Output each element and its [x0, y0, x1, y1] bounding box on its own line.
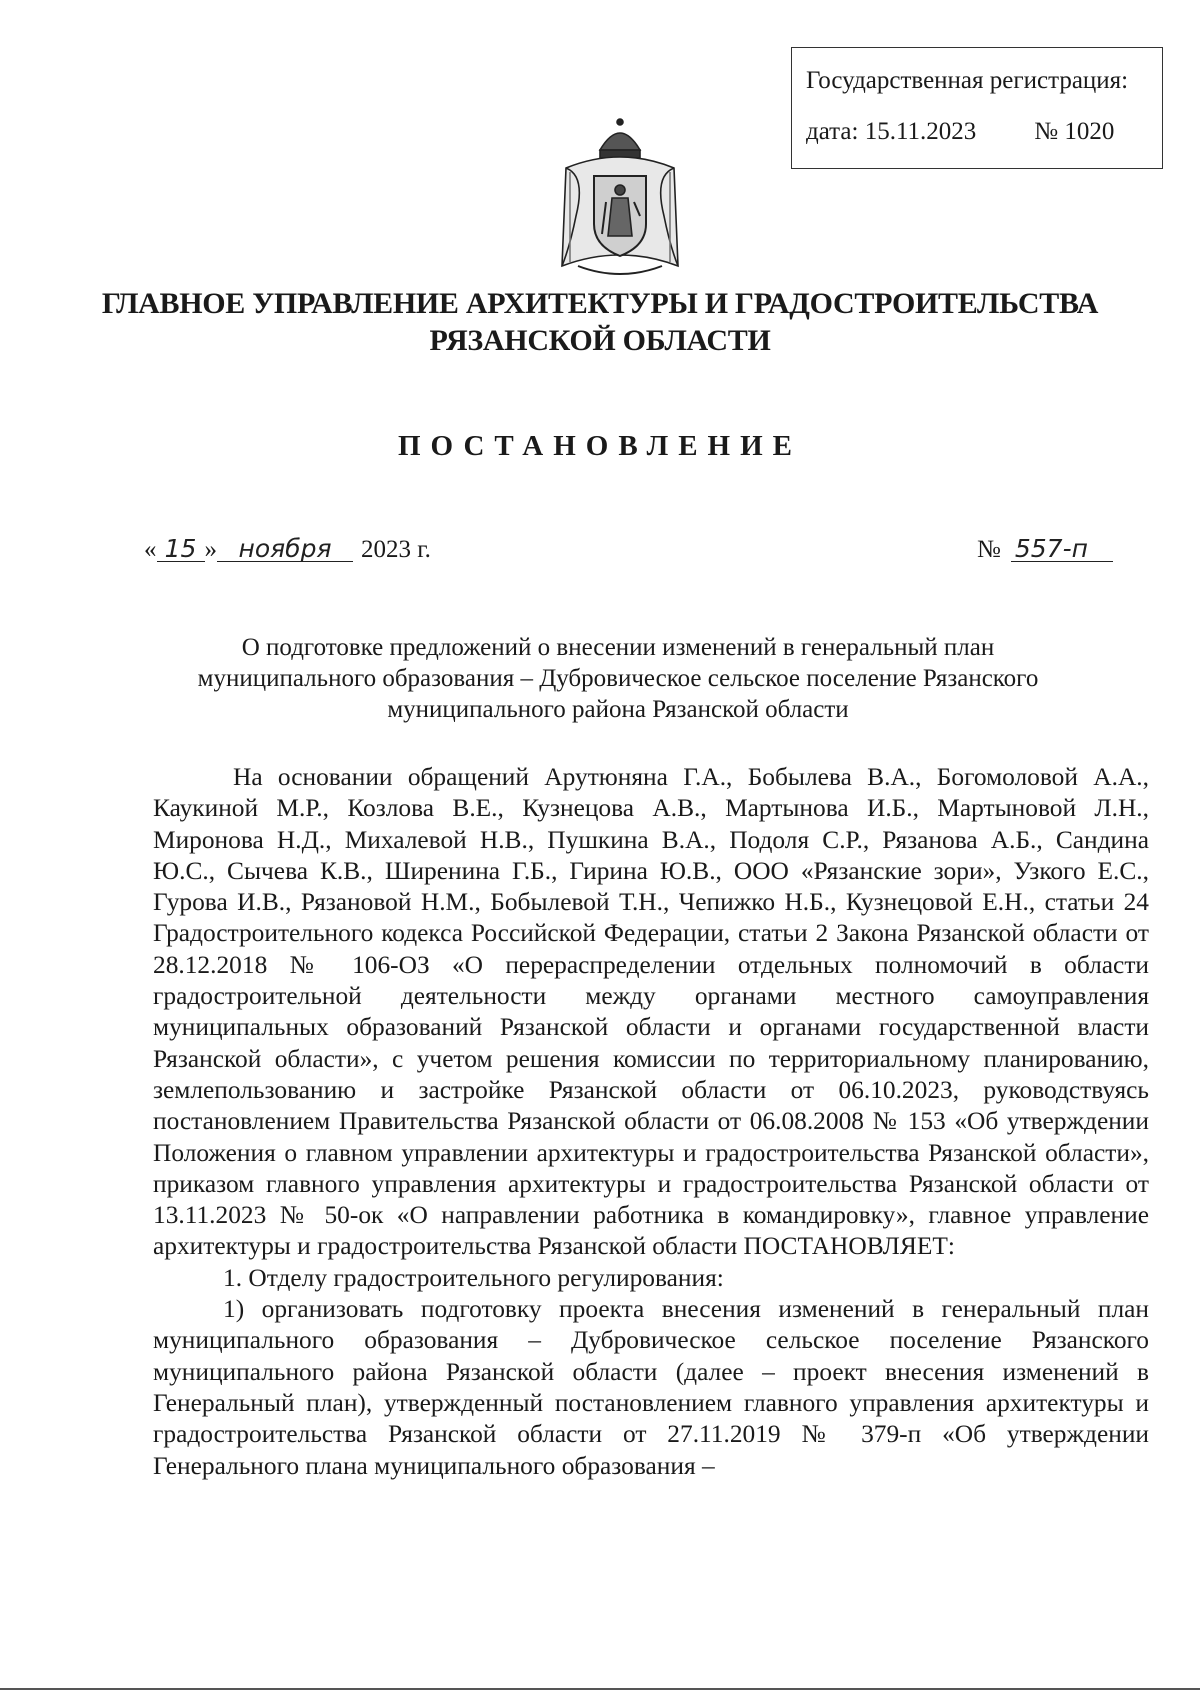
date-day-handwritten: 15 [157, 536, 205, 562]
document-subject [150, 632, 1086, 725]
registration-number: № 1020 [1034, 118, 1115, 145]
item-1: 1. Отделу градостроительного регулирования: [223, 1263, 724, 1292]
date-year: 2023 г. [361, 536, 431, 563]
registration-stamp [791, 47, 1163, 169]
date-month-handwritten: ноября [217, 536, 353, 562]
registration-details [806, 119, 1162, 144]
registration-title: Государственная регистрация: [806, 67, 1129, 94]
document-date [144, 536, 431, 562]
date-close-quote: » [204, 536, 217, 563]
item-1-subitem-1: 1) организовать подготовку проекта внесения изменений в генеральный план муниципального образования – Дубровическое сельское поселение Рязанского муниципального района Рязанской области (далее – проект внесения изменений в Генеральный план), утвержденный постановлением главного управления архитектуры и градостроительства Рязанской области от 27.11.2019 № 379-п «Об утверждении Генерального плана муниципального образования – [153, 1295, 1149, 1480]
organization-name-line1: ГЛАВНОЕ УПРАВЛЕНИЕ АРХИТЕКТУРЫ И ГРАДОСТРОИТЕЛЬСТВА [101, 287, 1099, 320]
date-open-quote: « [144, 536, 157, 563]
document-number-handwritten: 557-п [1011, 536, 1113, 562]
subject-line2: муниципального образования – Дубровическое сельское поселение Рязанского [197, 665, 1039, 692]
subject-line3: муниципального района Рязанской области [387, 696, 849, 723]
registration-date: дата: 15.11.2023 [806, 118, 977, 145]
document-number-label: № [977, 536, 1001, 563]
preamble-paragraph: На основании обращений Арутюняна Г.А., Бобылева В.А., Богомоловой А.А., Каукиной М.Р., Козлова В.Е., Кузнецова А.В., Мартынова И.Б., Мартыновой Л.Н., Миронова Н.Д., Михалевой Н.В., Пушкина В.А., Подоля С.Р., Рязанова А.Б., Сандина Ю.С., Сычева К.В., Ширенина Г.Б., Гирина Ю.В., ООО «Рязанские зори», Узкого Е.С., Гурова И.В., Рязановой Н.М., Бобылевой Т.Н., Чепижко Н.Б., Кузнецовой Е.Н., статьи 24 Градостроительного кодекса Российской Федерации, статьи 2 Закона Рязанской области от 28.12.2018 № 106-ОЗ «О перераспределении отдельных полномочий в области градостроительной деятельности между органами местного самоуправления муниципальных образований Рязанской области и органами государственной власти Рязанской области», с учетом решения комиссии по территориальному планированию, землепользованию и застройке Рязанской области от 06.10.2023, руководствуясь постановлением Правительства Рязанской области от 06.08.2008 № 153 «Об утверждении Положения о главном управлении архитектуры и градостроительства Рязанской области», приказом главного управления архитектуры и градостроительства Рязанской области от 13.11.2023 № 50-ок «О направлении работника в командировку», главное управление архитектуры и градостроительства Рязанской области ПОСТАНОВЛЯЕТ: [153, 763, 1149, 1261]
organization-name-line2: РЯЗАНСКОЙ ОБЛАСТИ [429, 324, 771, 357]
document-body [153, 762, 1149, 1482]
coat-of-arms-icon [556, 116, 684, 284]
document-number [977, 536, 1113, 562]
subject-line1: О подготовке предложений о внесении изменений в генеральный план [241, 634, 995, 661]
organization-name [0, 285, 1200, 359]
document-type: ПОСТАНОВЛЕНИЕ [397, 430, 802, 462]
page-bottom-rule [0, 1688, 1200, 1690]
